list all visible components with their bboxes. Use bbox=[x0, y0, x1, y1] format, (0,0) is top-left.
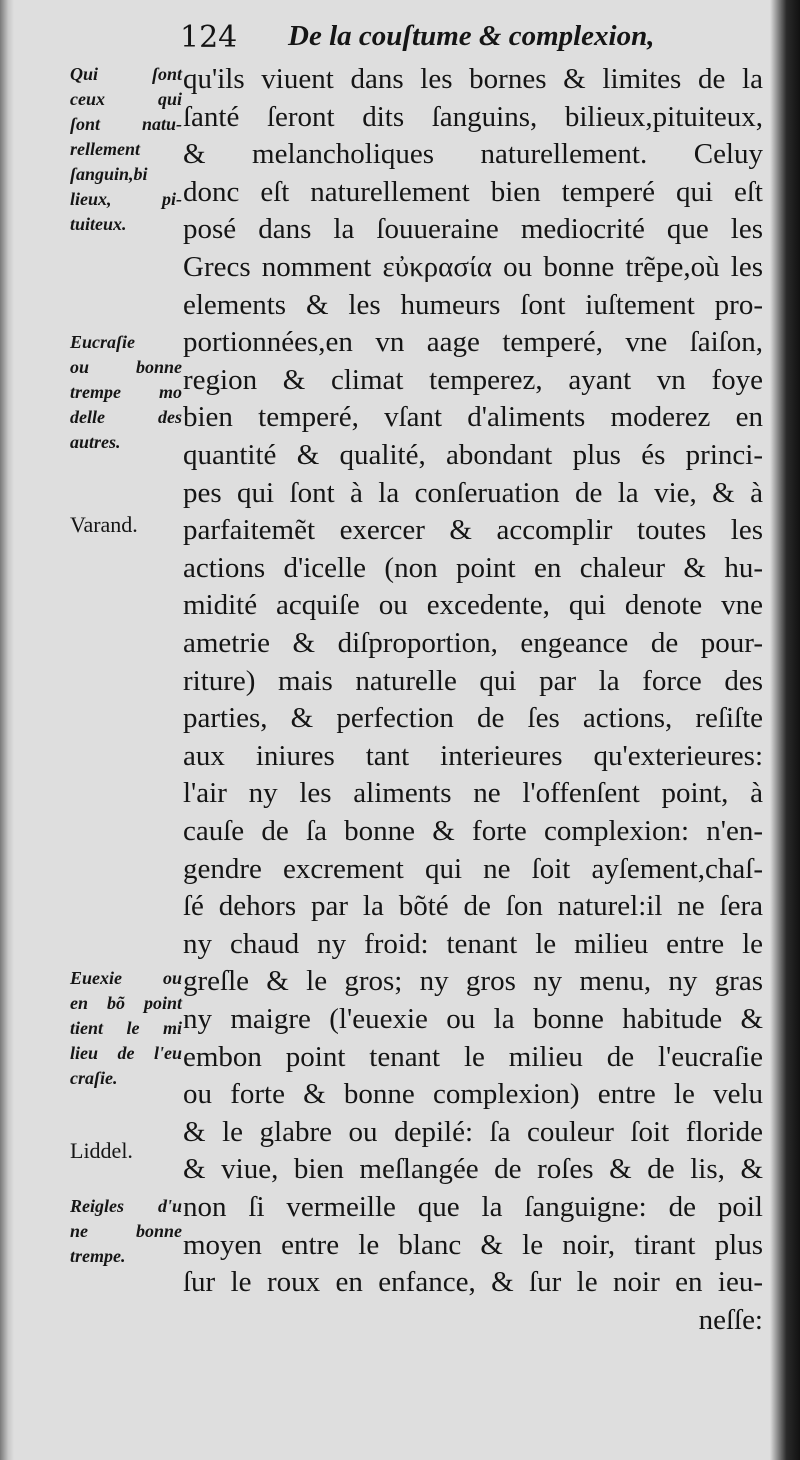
text-line: embon point tenant le milieu de l'eucraſie bbox=[183, 1040, 763, 1073]
text-line: quantité & qualité, abondant plus és princi- bbox=[183, 439, 763, 471]
margin-note-eucrasie bbox=[70, 330, 182, 455]
text-line: ſur le roux en enfance, & ſur le noir en ieu- bbox=[183, 1266, 763, 1299]
text-line: elements & les humeurs ſont iuſtement pro- bbox=[183, 288, 763, 321]
margin-note-sanguins bbox=[70, 62, 182, 237]
margin-note-line: lieu de l'eu bbox=[70, 1043, 182, 1063]
margin-note-liddel bbox=[70, 1138, 182, 1163]
margin-note-line: autres. bbox=[70, 432, 121, 452]
text-line: pes qui ſont à la conſeruation de la vie, & à bbox=[183, 476, 763, 509]
margin-note-line: rellement bbox=[70, 139, 140, 159]
text-line: & le glabre ou depilé: ſa couleur ſoit floride bbox=[183, 1115, 763, 1148]
text-line: neſſe: bbox=[698, 1303, 763, 1336]
page-edge-shadow bbox=[770, 0, 800, 1460]
margin-note-line: Eucraſie bbox=[70, 332, 135, 352]
text-line: & melancholiques naturellement. Celuy bbox=[183, 138, 763, 171]
text-line: Grecs nomment εὐκρασία ou bonne trẽpe,où les bbox=[183, 251, 763, 283]
page-number: 124 bbox=[180, 20, 238, 55]
margin-note-line: delle des bbox=[70, 407, 182, 427]
margin-note-line: Liddel. bbox=[70, 1138, 133, 1163]
margin-note-reigles bbox=[70, 1194, 182, 1269]
running-title: De la couſtume & complexion, bbox=[288, 20, 655, 52]
margin-note-euexie bbox=[70, 966, 182, 1091]
text-line: aux iniures tant interieures qu'exterieures: bbox=[183, 739, 763, 772]
text-line: ametrie & diſproportion, engeance de pour- bbox=[183, 627, 763, 659]
margin-note-line: lieux, pi- bbox=[70, 189, 182, 209]
margin-note-line: tient le mi bbox=[70, 1018, 182, 1038]
text-line: ny chaud ny froid: tenant le milieu entre le bbox=[183, 927, 763, 960]
text-line: bien temperé, vſant d'aliments moderez en bbox=[183, 401, 763, 434]
text-line: parfaitemẽt exercer & accomplir toutes les bbox=[183, 514, 763, 547]
running-head bbox=[180, 20, 770, 60]
text-line: midité acquiſe ou excedente, qui denote vne bbox=[183, 589, 763, 622]
margin-note-line: Varand. bbox=[70, 512, 138, 537]
margin-note-line: ne bonne bbox=[70, 1221, 182, 1241]
text-line: ny maigre (l'euexie ou la bonne habitude & bbox=[183, 1003, 763, 1035]
text-line: gendre excrement qui ne ſoit ayſement,chaſ- bbox=[183, 852, 763, 885]
margin-note-line: en bõ point bbox=[70, 993, 182, 1013]
text-line: parties, & perfection de ſes actions, reſiſte bbox=[183, 702, 763, 735]
margin-note-line: ou bonne bbox=[70, 357, 182, 377]
text-line: l'air ny les aliments ne l'offenſent point, à bbox=[183, 777, 763, 810]
margin-note-line: tuiteux. bbox=[70, 214, 127, 234]
text-line: cauſe de ſa bonne & forte complexion: n'en- bbox=[183, 815, 763, 847]
page-gutter-shadow bbox=[0, 0, 14, 1460]
text-line: qu'ils viuent dans les bornes & limites de la bbox=[183, 63, 763, 95]
margin-note-line: trempe mo bbox=[70, 382, 182, 402]
text-line: non ſi vermeille que la ſanguigne: de poil bbox=[183, 1191, 763, 1223]
text-line: posé dans la ſouueraine mediocrité que les bbox=[183, 213, 763, 246]
margin-note-line: Reigles d'u bbox=[70, 1196, 182, 1216]
text-line: ou forte & bonne complexion) entre le velu bbox=[183, 1078, 763, 1111]
text-line: portionnées,en vn aage temperé, vne ſaiſon, bbox=[183, 326, 763, 359]
text-line: donc eſt naturellement bien temperé qui eſt bbox=[183, 175, 763, 208]
text-line: greſle & le gros; ny gros ny menu, ny gras bbox=[183, 965, 763, 998]
text-line: actions d'icelle (non point en chaleur & hu- bbox=[183, 551, 763, 584]
text-line: region & climat temperez, ayant vn foye bbox=[183, 363, 763, 396]
margin-note-line: Euexie ou bbox=[70, 968, 182, 988]
margin-note-line: craſie. bbox=[70, 1068, 118, 1088]
margin-note-line: ſanguin,bi bbox=[70, 164, 148, 184]
margin-note-line: trempe. bbox=[70, 1246, 126, 1266]
text-line: ſanté ſeront dits ſanguins, bilieux,pituiteux, bbox=[183, 100, 763, 133]
text-line: ſé dehors par la bõté de ſon naturel:il ne ſera bbox=[183, 890, 763, 923]
margin-note-line: ceux qui bbox=[70, 89, 182, 109]
margin-note-line: ſont natu- bbox=[70, 114, 182, 134]
margin-note-varand bbox=[70, 512, 182, 537]
text-line: & viue, bien meſlangée de roſes & de lis, & bbox=[183, 1153, 763, 1186]
margin-note-line: Qui ſont bbox=[70, 64, 182, 84]
text-line: moyen entre le blanc & le noir, tirant plus bbox=[183, 1228, 763, 1261]
text-line: riture) mais naturelle qui par la force des bbox=[183, 664, 763, 697]
